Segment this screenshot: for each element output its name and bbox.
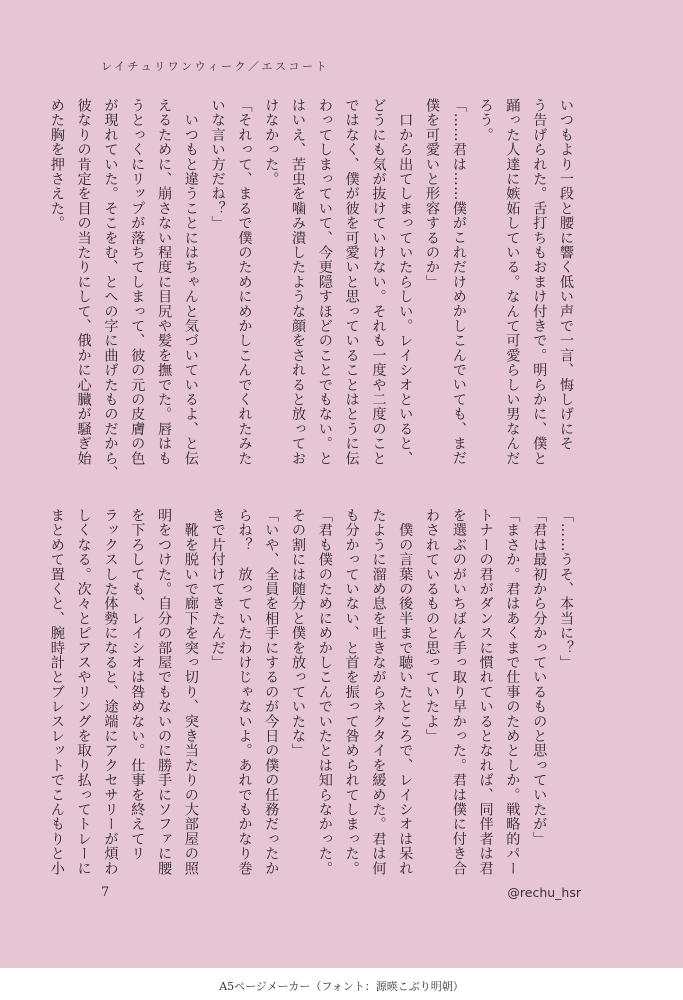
text-line: ラックスした体勢になると、途端にアクセサリーが煩わ	[102, 508, 119, 876]
text-line: 「……君は……僕がこれだけめかしこんでいても、まだ	[450, 98, 467, 466]
text-line: トナーの君がダンスに慣れているとなれば、同伴者は君	[477, 508, 494, 876]
text-line: たように溜め息を吐きながらネクタイを緩めた。君は何	[370, 508, 387, 876]
text-line: 明をつけた。自分の部屋でもないのに勝手にソファに腰	[156, 508, 173, 876]
text-line: 「いや、全員を相手にするのが今日の僕の任務だったか	[263, 508, 280, 876]
text-line: を下ろしても、レイシオは咎めない。仕事を終えてリ	[129, 508, 146, 861]
text-line: 「君は最初から分かっているものと思っていたが」	[531, 508, 548, 847]
text-line: 「……うそ、本当に？」	[558, 508, 574, 670]
text-block-upper	[48, 98, 579, 481]
text-line: を選ぶのがいちばん手っ取り早かった。君は僕に付き合	[450, 508, 467, 876]
text-line: 彼なりの肯定を目の当たりにして、俄かに心臓が騒ぎ始	[75, 98, 92, 466]
text-line: けなかった。	[263, 98, 280, 187]
tool-credit: A5ページメーカー（フォント：源暎こぶり明朝）	[219, 980, 464, 993]
text-line: はいえ、苦虫を噛み潰したような顔をされると放ってお	[290, 98, 307, 466]
text-line: も分かっていない、と首を振って咎められてしまった。	[343, 508, 360, 876]
text-line: が現れていた。そこをむ、とへの字に曲げたものだから、	[102, 98, 119, 481]
text-line: 僕を可愛いと形容するのか」	[424, 98, 441, 290]
running-header: レイチュリワンウィーク／エスコート	[101, 60, 329, 73]
text-line: いつもより一段と腰に響く低い声で一言、悔しげにそ	[558, 98, 574, 451]
text-line: いな言い方だね？」	[209, 98, 226, 231]
text-line: わってしまっていて、今更隠すほどのことでもない。と	[316, 98, 333, 466]
text-line: 「君も僕のためにめかしこんでいたとは知らなかった。	[316, 508, 333, 876]
text-line: えるために、崩さない程度に目尻や髪を撫でた。唇はも	[156, 98, 173, 466]
text-line: きで片付けてきたんだ」	[209, 508, 226, 670]
text-line: どうにも気が抜けていけない。それも一度や二度のこと	[370, 98, 387, 466]
text-line: その割には随分と僕を放っていたな」	[290, 508, 307, 758]
text-line: 口から出てしまっていたらしい。レイシオといると、	[397, 98, 414, 466]
text-line: 踊った人達に嫉妬している。なんて可愛らしい男なんだ	[504, 98, 521, 466]
text-block-lower	[48, 508, 579, 892]
text-line: 靴を脱いで廊下を突っ切り、突き当たりの大部屋の照	[182, 508, 199, 876]
text-line: まとめて置くと、腕時計とブレスレットでこんもりと小	[48, 508, 65, 876]
text-line: うとっくにリップが落ちてしまって、彼の元の皮膚の色	[129, 98, 146, 466]
text-line: ろう。	[477, 98, 494, 143]
text-line: 「それって、まるで僕のためにめかしこんでくれたみた	[236, 98, 253, 466]
text-line: 僕の言葉の後半まで聴いたところで、レイシオは呆れ	[397, 508, 414, 876]
author-handle: @rechu_hsr	[507, 885, 581, 900]
text-line: う告げられた。舌打ちもおまけ付きで。明らかに、僕と	[531, 98, 548, 466]
text-line: 「まさか。君はあくまで仕事のためとしか。戦略的パー	[504, 508, 521, 876]
page-number: 7	[101, 885, 110, 900]
text-line: いつもと違うことにはちゃんと気づいているよ、と伝	[182, 98, 199, 466]
text-line: めた胸を押さえた。	[48, 98, 65, 231]
text-line: わされているものと思っていたよ」	[424, 508, 441, 744]
text-line: ではなく、僕が彼を可愛いと思っていることはとうに伝	[343, 98, 360, 466]
text-line: らね？ 放っていたわけじゃないよ。あれでもかなり巻	[236, 508, 253, 876]
text-line: しくなる。次々とピアスやリングを取り払ってトレーに	[75, 508, 92, 876]
